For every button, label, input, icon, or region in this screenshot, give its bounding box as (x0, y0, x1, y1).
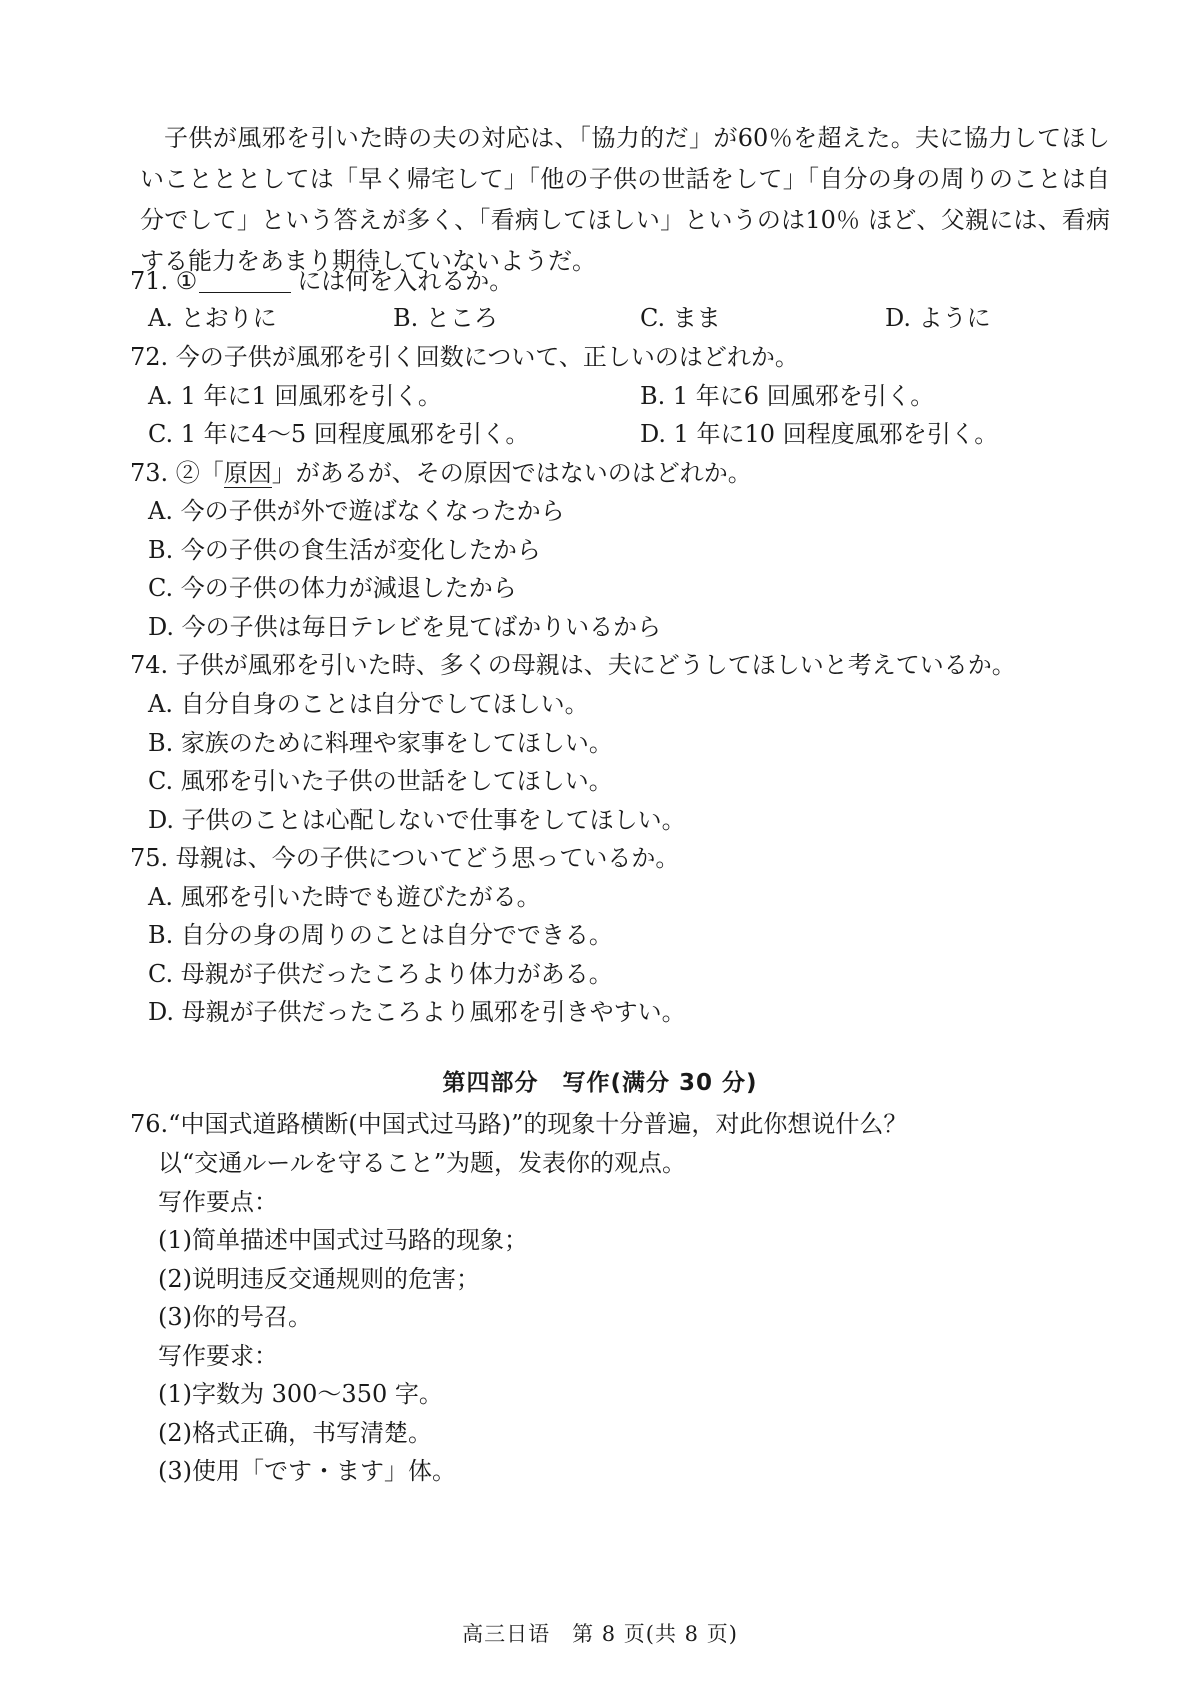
writing-requirement-1: (1)字数为 300～350 字。 (158, 1380, 443, 1408)
question-74-stem: 74. 子供が風邪を引いた時、多くの母親は、夫にどうしてほしいと考えているか。 (130, 651, 1016, 679)
question-73-underlined-word: 原因 (223, 459, 272, 487)
writing-title-line: 以“交通ルールを守ること”为题，发表你的观点。 (158, 1149, 687, 1177)
question-72-option-d: D. 1 年に10 回程度風邪を引く。 (640, 420, 999, 448)
question-71-option-b: B. ところ (393, 304, 498, 332)
question-73-option-a: A. 今の子供が外で遊ばなくなったから (148, 497, 565, 525)
question-74-option-b: B. 家族のために料理や家事をしてほしい。 (148, 729, 613, 757)
question-71-text: には何を入れるか。 (297, 267, 514, 295)
question-75-option-a: A. 風邪を引いた時でも遊びたがる。 (148, 883, 541, 911)
section-4-heading: 第四部分 写作(满分 30 分) (442, 1070, 758, 1096)
question-72-option-a: A. 1 年に1 回風邪を引く。 (148, 382, 442, 410)
question-75-stem: 75. 母親は、今の子供についてどう思っているか。 (130, 844, 680, 872)
reading-passage: 子供が風邪を引いた時の夫の対応は、「協力的だ」が60％を超えた。夫に協力してほしいことととしては「早く帰宅して」「他の子供の世話をして」「自分の身の周りのことは自分でして」という答えが多く、「看病してほしい」というのは10％ ほど、父親には、看病する能力をあまり期待していないようだ。 (140, 124, 1110, 275)
writing-points-label: 写作要点： (158, 1188, 278, 1216)
writing-point-3: (3)你的号召。 (158, 1303, 312, 1331)
question-74-option-a: A. 自分自身のことは自分でしてほしい。 (148, 690, 589, 718)
question-71-option-a: A. とおりに (148, 304, 277, 332)
question-71-option-c: C. まま (640, 304, 721, 332)
question-71-number: 71. ① (130, 267, 198, 295)
question-73-text: 」があるが、その原因ではないのはどれか。 (271, 459, 752, 487)
question-71-stem (130, 265, 513, 297)
question-74-option-c: C. 風邪を引いた子供の世話をしてほしい。 (148, 767, 613, 795)
question-73-option-b: B. 今の子供の食生活が変化したから (148, 536, 541, 564)
question-75-option-b: B. 自分の身の周りのことは自分でできる。 (148, 921, 613, 949)
question-73-option-d: D. 今の子供は毎日テレビを見てばかりいるから (148, 613, 662, 641)
question-71-option-d: D. ように (885, 304, 991, 332)
question-71-blank (199, 268, 291, 293)
question-72-option-c: C. 1 年に4～5 回程度風邪を引く。 (148, 420, 530, 448)
question-72-option-b: B. 1 年に6 回風邪を引く。 (640, 382, 935, 410)
question-73-number: 73. ②「 (130, 459, 224, 487)
question-75-option-d: D. 母親が子供だったころより風邪を引きやすい。 (148, 998, 686, 1026)
question-75-option-c: C. 母親が子供だったころより体力がある。 (148, 960, 613, 988)
question-72-stem: 72. 今の子供が風邪を引く回数について、正しいのはどれか。 (130, 343, 799, 371)
question-73-stem (130, 457, 752, 489)
writing-requirement-2: (2)格式正确，书写清楚。 (158, 1419, 432, 1447)
writing-prompt: 76.“中国式道路横断(中国式过马路)”的现象十分普遍，对此你想说什么？ (130, 1110, 908, 1138)
question-73-option-c: C. 今の子供の体力が減退したから (148, 574, 517, 602)
writing-point-2: (2)说明违反交通规则的危害； (158, 1265, 480, 1293)
writing-point-1: (1)简单描述中国式过马路的现象； (158, 1226, 528, 1254)
writing-requirements-label: 写作要求： (158, 1342, 278, 1370)
question-74-option-d: D. 子供のことは心配しないで仕事をしてほしい。 (148, 806, 686, 834)
page-footer: 高三日语 第 8 页(共 8 页) (462, 1622, 738, 1646)
writing-requirement-3: (3)使用「です・ます」体。 (158, 1457, 456, 1485)
